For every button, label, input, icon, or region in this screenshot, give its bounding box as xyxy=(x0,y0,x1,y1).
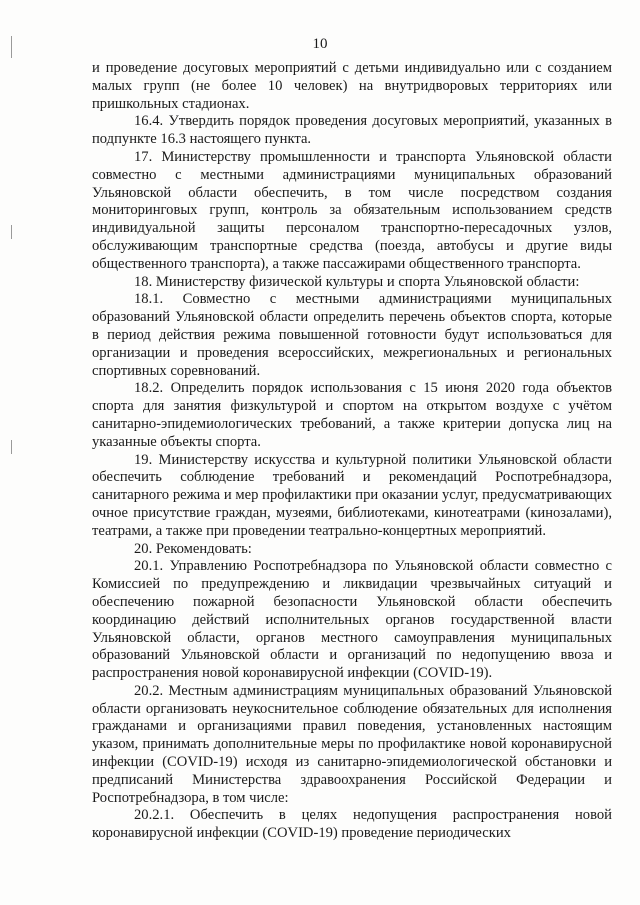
paragraph: и проведение досуговых мероприятий с детьми индивидуально или с созданием малых групп (не более 10 человек) на внутридворовых территориях или пришкольных стадионах. xyxy=(92,60,612,112)
page-number: 10 xyxy=(312,36,328,52)
paragraph: 16.4. Утвердить порядок проведения досуговых мероприятий, указанных в подпункте 16.3 настоящего пункта. xyxy=(92,113,612,148)
paragraph: 20.2. Местным администрациям муниципальных образований Ульяновской области организовать неукоснительное соблюдение обязательных для исполнения гражданами и организациями правил поведения, установленных настоящим указом, принимать дополнительные меры по профилактике новой коронавирусной инфекции (COVID-19) исходя из санитарно-эпидемиологической обстановки и предписаний Министерства здравоохранения Российской Федерации и Роспотребнадзора, в том числе: xyxy=(92,682,612,806)
paragraph: 17. Министерству промышленности и транспорта Ульяновской области совместно с местными администрациями муниципальных образований Ульяновской области обеспечить, в том числе посредством создания мониторинговых групп, контроль за обязательным использованием средств индивидуальной защиты персоналом транспортно-пересадочных узлов, обслуживающим транспортные средства (поезда, автобусы и другие виды общественного транспорта), а также пассажирами общественного транспорта. xyxy=(92,148,612,272)
document-body xyxy=(92,60,612,843)
paragraph: 20. Рекомендовать: xyxy=(134,540,252,557)
paragraph: 20.2.1. Обеспечить в целях недопущения распространения новой коронавирусной инфекции (COVID-19) проведение периодических xyxy=(92,807,612,842)
paragraph: 20.1. Управлению Роспотребнадзора по Ульяновской области совместно с Комиссией по предупреждению и ликвидации чрезвычайных ситуаций и обеспечению пожарной безопасности Ульяновской области обеспечить координацию действий исполнительных органов государственной власти Ульяновской области, органов местного самоуправления муниципальных образований Ульяновской области и организаций по недопущению ввоза и распространения новой коронавирусной инфекции (COVID-19). xyxy=(92,558,612,682)
paragraph: 18. Министерству физической культуры и спорта Ульяновской области: xyxy=(134,273,580,290)
margin-line xyxy=(11,440,12,454)
margin-line xyxy=(11,225,12,239)
paragraph: 18.2. Определить порядок использования с 15 июня 2020 года объектов спорта для занятия физкультурой и спортом на открытом воздухе с учётом санитарно-эпидемиологических требований, а также критерии допуска лиц на указанные объекты спорта. xyxy=(92,380,612,450)
paragraph: 18.1. Совместно с местными администрациями муниципальных образований Ульяновской области определить перечень объектов спорта, которые в период действия режима повышенной готовности будут использоваться для организации и проведения всероссийских, межрегиональных и региональных спортивных соревнований. xyxy=(92,291,612,379)
paragraph: 19. Министерству искусства и культурной политики Ульяновской области обеспечить соблюдение требований и рекомендаций Роспотребнадзора, санитарного режима и мер профилактики при оказании услуг, предусматривающих очное присутствие граждан, музеями, библиотеками, кинотеатрами (кинозалами), театрами, а также при проведении театрально-концертных мероприятий. xyxy=(92,451,612,539)
